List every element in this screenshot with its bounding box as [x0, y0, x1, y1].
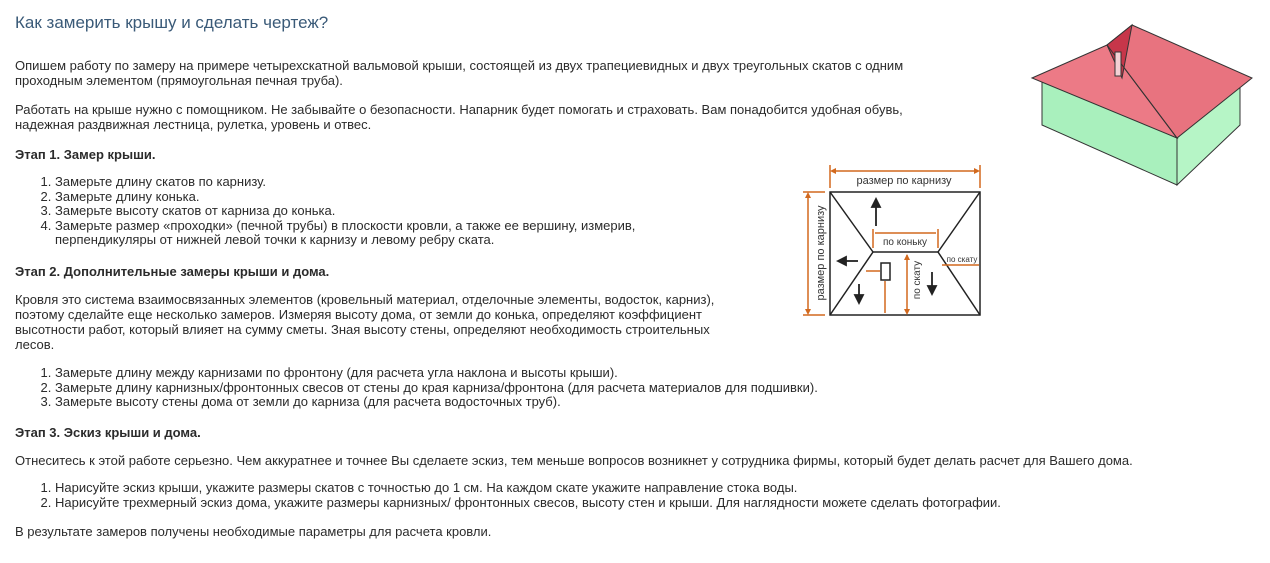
stage-3-paragraph: Отнеситесь к этой работе серьезно. Чем аккуратнее и точнее Вы сделаете эскиз, тем меньше вопросов возникнет у сотрудника фирмы, который будет делать расчет для Вашего дома. — [15, 453, 1133, 468]
list-item: 2. Замерьте длину карнизных/фронтонных свесов от стены до края карниза/фронтона (для расчета материалов для подшивки). — [55, 381, 818, 396]
roof-plan-outline — [830, 192, 980, 315]
intro-paragraph-1-line-2: проходным элементом (прямоугольная печная труба). — [15, 73, 343, 88]
stage-2-paragraph-line: поэтому сделайте еще несколько замеров. Измеряя высоту дома, от земли до конька, определяют коэффициент — [15, 307, 702, 322]
hip-roof-house-illustration — [1012, 0, 1262, 200]
conclusion-paragraph: В результате замеров получены необходимые параметры для расчета кровли. — [15, 524, 492, 539]
stage-2-paragraph-line: Кровля это система взаимосвязанных элементов (кровельный материал, отделочные элементы, водосток, карниз), — [15, 292, 715, 307]
list-item: 3. Замерьте высоту скатов от карниза до конька. — [55, 204, 635, 219]
dimension-arrow — [830, 168, 836, 174]
slope-dimension-label: по скату — [912, 260, 923, 300]
chimney-outline — [881, 263, 890, 280]
stage-2-list — [15, 366, 818, 410]
dimension-arrow — [974, 168, 980, 174]
list-item: 2. Замерьте длину конька. — [55, 190, 635, 205]
ridge-dimension-label: по коньку — [882, 237, 928, 248]
short-slope-dimension-label: по скату — [946, 255, 978, 264]
list-item-line: перпендикуляры от нижней левой точки к карнизу и левому ребру ската. — [55, 232, 495, 248]
list-item-line: Замерьте размер «проходки» (печной трубы) в плоскости кровли, а также ее вершину, измерив, — [55, 217, 636, 233]
roof-plan-diagram — [790, 160, 990, 325]
page-title: Как замерить крышу и сделать чертеж? — [15, 13, 329, 32]
list-item: 1. Нарисуйте эскиз крыши, укажите размеры скатов с точностью до 1 см. На каждом скате укажите направление стока воды. — [55, 481, 1001, 496]
intro-paragraph-2-line-1: Работать на крыше нужно с помощником. Не забывайте о безопасности. Напарник будет помогать и страховать. Вам понадобится удобная обувь, — [15, 102, 903, 117]
stage-3-heading: Этап 3. Эскиз крыши и дома. — [15, 425, 201, 440]
list-item: 1. Замерьте длину скатов по карнизу. — [55, 175, 635, 190]
chimney — [1115, 52, 1121, 76]
intro-paragraph-1-line-1: Опишем работу по замеру на примере четырехскатной вальмовой крыши, состоящей из двух трапециевидных и двух треугольных скатов с одним — [15, 58, 904, 73]
stage-2-paragraph-line: лесов. — [15, 337, 55, 352]
list-item — [55, 219, 635, 248]
list-item: 3. Замерьте высоту стены дома от земли до карниза (для расчета водосточных труб). — [55, 395, 818, 410]
stage-1-list — [15, 175, 635, 248]
eave-dimension-label: размер по карнизу — [856, 175, 952, 187]
stage-2-paragraph-line: высотности работ, который влияет на сумму сметы. Зная высоту стены, определяют необходимость строительных — [15, 322, 710, 337]
list-item: 1. Замерьте длину между карнизами по фронтону (для расчета угла наклона и высоты крыши). — [55, 366, 818, 381]
side-eave-dimension-label: размер по карнизу — [815, 205, 827, 301]
stage-2-heading: Этап 2. Дополнительные замеры крыши и дома. — [15, 264, 330, 279]
stage-1-heading: Этап 1. Замер крыши. — [15, 147, 156, 162]
list-item: 2. Нарисуйте трехмерный эскиз дома, укажите размеры карнизных/ фронтонных свесов, высоту стен и крыши. Для наглядности можете сделать фотографии. — [55, 496, 1001, 511]
stage-3-list — [15, 481, 1001, 510]
dimension-arrow — [805, 309, 811, 315]
intro-paragraph-2-line-2: надежная раздвижная лестница, рулетка, уровень и отвес. — [15, 117, 372, 132]
dimension-arrow — [805, 192, 811, 198]
